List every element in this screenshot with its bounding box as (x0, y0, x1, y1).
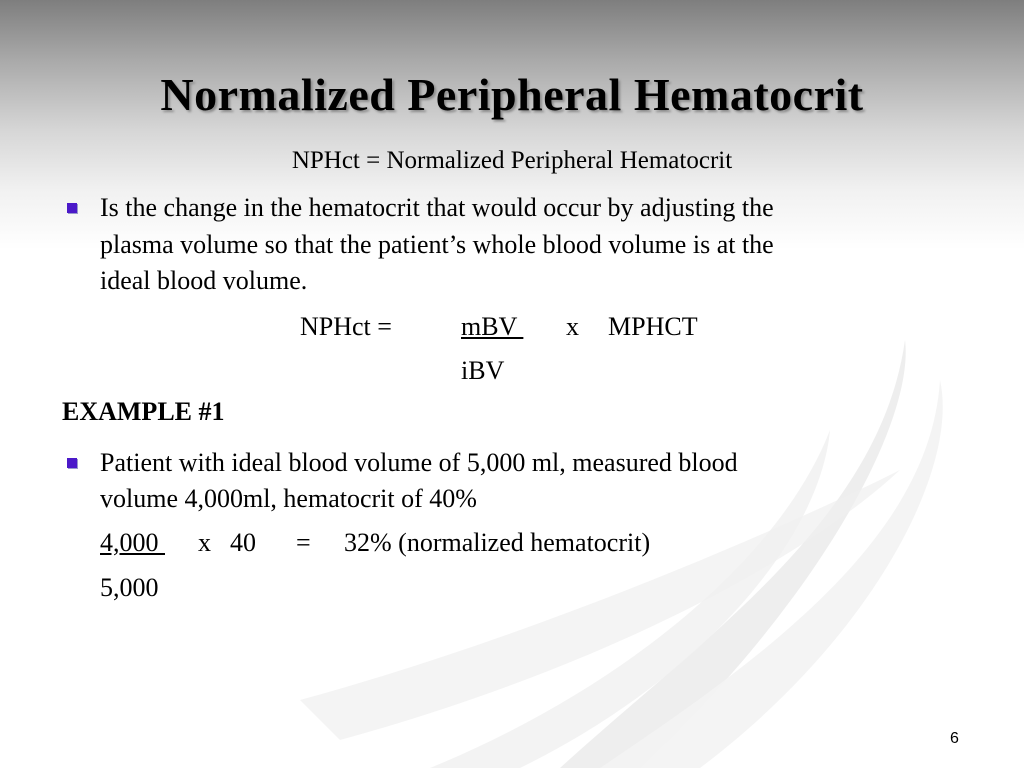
formula-lhs: NPHct = (300, 312, 392, 341)
page-number: 6 (950, 730, 959, 747)
calc-equals: = (296, 528, 311, 557)
bullet-text-line-2: volume 4,000ml, hematocrit of 40% (100, 484, 477, 513)
bullet-text-line-1: Is the change in the hematocrit that would occur by adjusting the (100, 193, 774, 222)
slide-subtitle: NPHct = Normalized Peripheral Hematocrit (291, 147, 733, 174)
calc-factor: 40 (230, 528, 256, 557)
bullet-example (62, 445, 982, 520)
example-heading: EXAMPLE #1 (62, 397, 225, 426)
bullet-square-icon (67, 203, 77, 213)
bullet-text-line-2: plasma volume so that the patient’s whole blood volume is at the (100, 230, 774, 259)
formula-factor: MPHCT (608, 312, 698, 341)
calc-numerator: 4,000 (100, 528, 165, 557)
formula-denominator: iBV (461, 356, 505, 385)
bullet-square-icon (67, 458, 77, 468)
formula-times: x (566, 312, 579, 341)
calc-times: x (198, 528, 211, 557)
calc-denominator: 5,000 (100, 573, 159, 602)
bullet-definition (62, 190, 982, 300)
bullet-text-line-3: ideal blood volume. (100, 266, 308, 295)
bullet-text-line-1: Patient with ideal blood volume of 5,000 ml, measured blood (100, 448, 738, 477)
calc-result: 32% (normalized hematocrit) (344, 528, 651, 557)
slide-title: Normalized Peripheral Hematocrit (160, 69, 864, 120)
formula-numerator: mBV (461, 312, 524, 341)
